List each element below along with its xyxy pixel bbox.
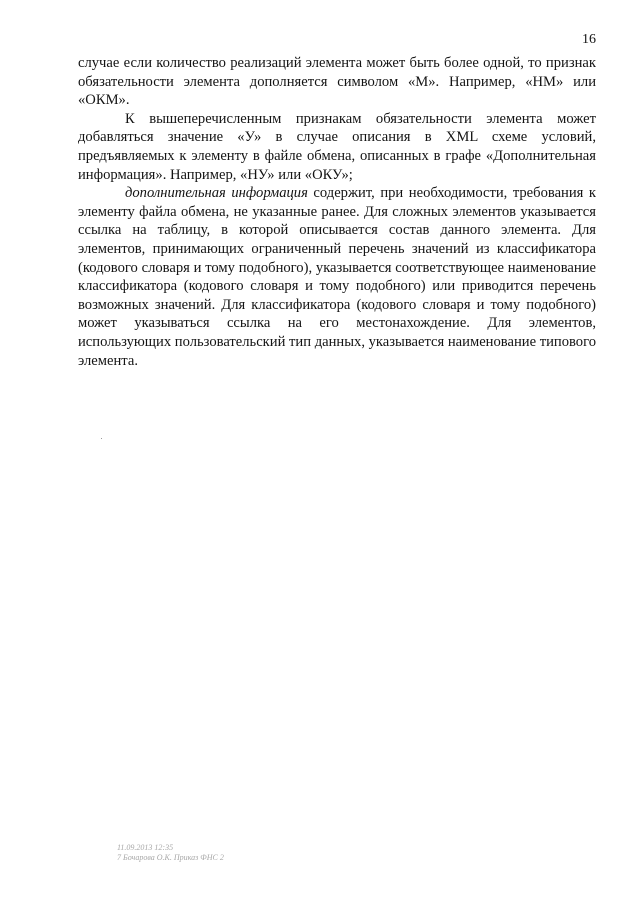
document-body xyxy=(78,54,596,370)
paragraph-condition-flag: К вышеперечисленным признакам обязательности элемента может добавляться значение «У» в случае описания в XML схеме условий, предъявляемых к элементу в файле обмена, описанных в графе «Дополнительная информация». Например, «НУ» или «ОКУ»; xyxy=(78,110,596,183)
print-stamp-datetime: 11.09.2013 12:35 xyxy=(117,843,174,852)
paragraph-multiplicity: случае если количество реализаций элемента может быть более одной, то признак обязательности элемента дополняется символом «М». Например, «НМ» или «ОКМ». xyxy=(78,55,596,109)
scan-speck xyxy=(101,438,102,439)
print-stamp xyxy=(117,843,224,863)
print-stamp-author: 7 Бочарова О.К. Приказ ФНС 2 xyxy=(117,853,224,862)
term-additional-info: дополнительная информация xyxy=(125,185,308,202)
page-number: 16 xyxy=(582,32,596,47)
paragraph-additional-info xyxy=(78,184,596,370)
additional-info-text: содержит, при необходимости, требования к элементу файла обмена, не указанные ранее. Для сложных элементов указывается ссылка на таблицу, в которой описывается состав данного элемента. Для элементов, принимающих ограниченный перечень значений из классификатора (кодового словаря и тому подобного), указывается соответствующее наименование классификатора (кодового словаря и тому подобного) или приводится перечень возможных значений. Для классификатора (кодового словаря и тому подобного) может указываться ссылка на его местонахождение. Для элементов, использующих пользовательский тип данных, указывается наименование типового элемента. xyxy=(78,185,597,369)
